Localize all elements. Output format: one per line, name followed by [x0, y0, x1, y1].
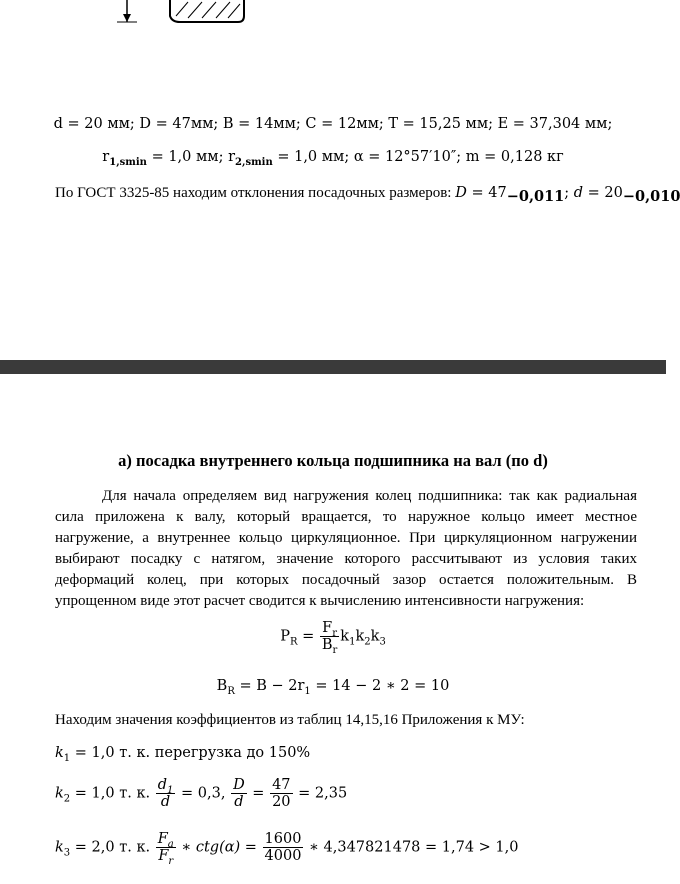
k2-f2-num: D: [233, 777, 245, 793]
k2-line: [55, 777, 347, 810]
k3-fraction-fa-fr: [156, 831, 176, 867]
k1-text: = 1,0 т. к. перегрузка до 150%: [70, 745, 311, 761]
k2-sub: 2: [63, 793, 71, 805]
gost-text: По ГОСТ 3325-85 находим отклонения посадочных размеров:: [55, 185, 456, 201]
r1-value: = 1,0 мм;: [146, 149, 229, 165]
bearing-radius-line: [0, 149, 666, 168]
r1-subscript: 1,smin: [109, 157, 147, 168]
br-lhs: B: [216, 678, 228, 694]
pr-num: F: [322, 620, 333, 636]
br-rhs: = B − 2r: [234, 678, 305, 694]
k2-f1-num: d: [157, 777, 168, 793]
r2-value: = 1,0 мм; α = 12°57′10″; m = 0,128 кг: [272, 149, 564, 165]
pr-k1-sub: 1: [349, 636, 356, 648]
k2-fraction-47-20: [270, 777, 292, 810]
formula-pr: [0, 620, 666, 656]
pr-fraction: [320, 620, 339, 656]
k1-sub: 1: [63, 753, 71, 764]
k2-f3-num: 47: [272, 777, 291, 793]
br-lhs-sub: R: [227, 686, 235, 697]
k3-f2-den: 4000: [264, 848, 302, 864]
k3-f1-den-sub: r: [168, 856, 174, 867]
k2-mid: = 0,3,: [176, 785, 231, 802]
pr-k2-sub: 2: [364, 636, 371, 648]
k3-text: = 2,0 т. к.: [70, 839, 155, 856]
k3-line: [55, 831, 519, 867]
k2-symbol: k: [55, 785, 64, 802]
k1-symbol: k: [55, 745, 64, 761]
pr-den: B: [321, 637, 333, 653]
k3-f2-num: 1600: [264, 831, 302, 847]
pr-k3-sub: 3: [379, 636, 386, 648]
pr-eq: =: [297, 628, 319, 645]
gost-d-deviation: −0,010: [622, 188, 680, 205]
pr-k1: k: [340, 628, 350, 645]
br-rhs-sub: 1: [304, 686, 311, 697]
br-result: = 14 − 2 ∗ 2 = 10: [310, 678, 450, 694]
gost-D-value: = 47: [466, 185, 507, 201]
page-separator: [0, 360, 666, 374]
bearing-dimensions-line: d = 20 мм; D = 47мм; B = 14мм; C = 12мм; T = 15,25 мм; E = 37,304 мм;: [53, 116, 613, 132]
k3-sub: 3: [63, 847, 71, 859]
bearing-section-hatched: [170, 0, 244, 22]
k3-f1-num: F: [157, 831, 168, 847]
r2-subscript: 2,smin: [235, 157, 273, 168]
k3-symbol: k: [55, 839, 64, 856]
pr-num-sub: r: [332, 628, 337, 639]
gost-d-symbol: d: [573, 185, 584, 201]
gost-deviation-line: [55, 185, 680, 205]
bearing-drawing-fragment: [0, 0, 666, 30]
pr-k3: k: [370, 628, 380, 645]
k1-line: [55, 745, 311, 764]
k3-result: ∗ 4,347821478 = 1,74 > 1,0: [304, 839, 519, 856]
k3-f1-num-sub: a: [167, 839, 174, 850]
k2-text: = 1,0 т. к.: [70, 785, 155, 802]
k3-fraction-1600-4000: [263, 831, 304, 864]
gost-separator: ;: [564, 185, 574, 201]
gost-d-value: = 20: [583, 185, 623, 201]
coefficients-intro: Находим значения коэффициентов из таблиц 14,15,16 Приложения к МУ:: [55, 712, 525, 728]
section-heading: а) посадка внутреннего кольца подшипника на вал (по d): [118, 451, 548, 470]
k3-f1-den: F: [158, 848, 169, 864]
gost-D-deviation: −0,011: [506, 188, 565, 205]
formula-br: [0, 678, 666, 697]
k2-fraction-D-d: [231, 777, 247, 810]
k2-f3-den: 20: [272, 794, 291, 810]
document-page-2: [0, 374, 666, 884]
r1-symbol: r: [102, 149, 110, 165]
k2-f1-den: d: [160, 794, 171, 810]
k2-f2-den: d: [234, 794, 244, 810]
k2-eq: =: [247, 785, 270, 802]
document-page-1: [0, 0, 680, 360]
pr-lhs: P: [280, 628, 290, 645]
k2-f1-num-sub: 1: [167, 785, 174, 796]
dimension-arrow: [123, 14, 131, 22]
pr-lhs-sub: R: [289, 636, 298, 648]
pr-den-sub: r: [332, 645, 338, 656]
gost-D-symbol: D: [455, 185, 467, 201]
k2-fraction-d1-d: [156, 777, 176, 810]
load-paragraph: Для начала определяем вид нагружения колец подшипника: так как радиальная сила приложена к валу, который вращается, то наружное кольцо имеет местное нагружение, а внутреннее кольцо циркуляционное. При циркуляционном нагружении выбирают посадку с натягом, значение которого рассчитывают из условия таких деформаций колец, при которых посадочный зазор остается положительным. В упрощенном виде этот расчет сводится к вычислению интенсивности нагружения:: [55, 488, 637, 609]
k3-mid: ∗ ctg(α) =: [176, 839, 262, 856]
pr-k2: k: [355, 628, 365, 645]
k2-result: = 2,35: [293, 785, 348, 802]
r2-symbol: r: [228, 149, 235, 165]
